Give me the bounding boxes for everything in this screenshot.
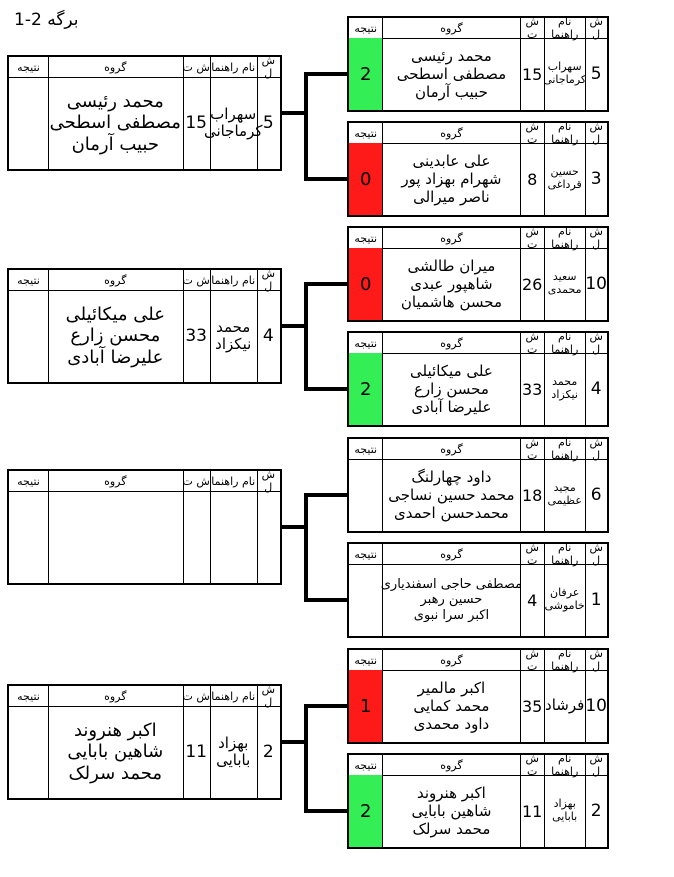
column-divider bbox=[382, 439, 383, 531]
bracket-line bbox=[306, 598, 347, 602]
body-row bbox=[349, 353, 607, 425]
header-points: ش ت bbox=[525, 225, 539, 251]
header-points: ش ت bbox=[182, 689, 210, 703]
winner-box bbox=[7, 684, 282, 800]
points-cell: 35 bbox=[521, 696, 543, 716]
group-members bbox=[382, 459, 520, 531]
column-divider bbox=[520, 544, 521, 636]
match-box bbox=[347, 331, 609, 427]
group-member: حبیب آرمان bbox=[71, 133, 159, 155]
header-result: نتیجه bbox=[17, 273, 40, 287]
sheet-title: برگه 2-1 bbox=[14, 10, 79, 30]
match-box bbox=[347, 16, 609, 112]
body-row bbox=[9, 491, 280, 583]
guide-cell: بهزاد بابایی bbox=[216, 733, 251, 769]
group-members bbox=[382, 353, 520, 425]
column-divider bbox=[585, 755, 586, 847]
group-member: داود چهارلنگ bbox=[411, 468, 492, 486]
rank-cell: 2 bbox=[262, 742, 274, 762]
result-cell: 2 bbox=[349, 38, 382, 110]
column-divider bbox=[520, 333, 521, 425]
column-divider bbox=[382, 123, 383, 215]
group-member: محسن هاشمیان bbox=[400, 293, 502, 311]
column-divider bbox=[382, 228, 383, 320]
guide-cell: محمد نیکزاد bbox=[551, 375, 578, 401]
header-row bbox=[349, 225, 607, 251]
column-divider bbox=[585, 228, 586, 320]
header-points: ش ت bbox=[525, 330, 539, 356]
result-cell bbox=[9, 491, 48, 583]
result-cell bbox=[9, 77, 48, 169]
header-rank: ش ل bbox=[589, 330, 603, 356]
guide-cell: عرفان خاموشی bbox=[544, 586, 585, 612]
points-cell bbox=[183, 491, 210, 583]
match-box bbox=[347, 226, 609, 322]
column-divider bbox=[382, 333, 383, 425]
header-guide: نام راهنما bbox=[551, 15, 579, 41]
group-member: شاهین بابایی bbox=[411, 802, 492, 820]
group-member: علی میکائیلی bbox=[65, 303, 165, 325]
bracket-line bbox=[306, 177, 347, 181]
result-cell: 0 bbox=[349, 143, 382, 215]
bracket-line bbox=[306, 387, 347, 391]
header-group: گروه bbox=[104, 273, 127, 287]
header-result: نتیجه bbox=[354, 547, 378, 561]
result-cell bbox=[9, 290, 48, 382]
group-members bbox=[382, 38, 520, 110]
header-rank: ش ل bbox=[589, 15, 603, 41]
bracket-line bbox=[282, 111, 306, 115]
group-member: حبیب آرمان bbox=[414, 83, 488, 101]
body-row bbox=[349, 38, 607, 110]
column-divider bbox=[183, 686, 184, 798]
body-row bbox=[349, 564, 607, 636]
group-member: مصطفی اسطحی bbox=[49, 112, 181, 134]
column-divider bbox=[544, 650, 545, 742]
column-divider bbox=[210, 270, 211, 382]
group-member: اکبر مالمیر bbox=[417, 679, 486, 697]
column-divider bbox=[544, 228, 545, 320]
rank-cell: 5 bbox=[590, 64, 602, 84]
points-cell: 8 bbox=[527, 169, 538, 189]
header-group: گروه bbox=[440, 231, 463, 245]
header-guide: نام راهنما bbox=[551, 436, 579, 462]
header-rank: ش ل bbox=[261, 683, 276, 709]
header-row bbox=[349, 15, 607, 41]
column-divider bbox=[544, 755, 545, 847]
group-member: شاهپور عبدی bbox=[410, 275, 493, 293]
column-divider bbox=[210, 686, 211, 798]
column-divider bbox=[210, 471, 211, 583]
column-divider bbox=[183, 57, 184, 169]
guide-cell: سهراب کرماجانی bbox=[543, 60, 587, 86]
match-box bbox=[347, 121, 609, 217]
group-member: محمد رئیسی bbox=[410, 47, 492, 65]
group-member: علیرضا آبادی bbox=[67, 346, 164, 368]
header-guide: نام راهنما bbox=[211, 60, 256, 74]
body-row bbox=[9, 290, 280, 382]
column-divider bbox=[520, 123, 521, 215]
result-cell bbox=[9, 706, 48, 798]
column-divider bbox=[585, 18, 586, 110]
header-row bbox=[9, 468, 280, 494]
header-result: نتیجه bbox=[17, 474, 40, 488]
header-points: ش ت bbox=[525, 436, 539, 462]
group-members bbox=[382, 143, 520, 215]
header-rank: ش ل bbox=[589, 436, 603, 462]
column-divider bbox=[585, 439, 586, 531]
column-divider bbox=[520, 439, 521, 531]
header-group: گروه bbox=[440, 126, 463, 140]
header-group: گروه bbox=[440, 547, 463, 561]
rank-cell: 4 bbox=[262, 326, 274, 346]
header-guide: نام راهنما bbox=[551, 752, 579, 778]
header-group: گروه bbox=[440, 21, 463, 35]
header-guide: نام راهنما bbox=[551, 541, 579, 567]
guide-cell: سعید محمدی bbox=[547, 270, 582, 296]
guide-cell: محمد نیکزاد bbox=[215, 317, 252, 353]
column-divider bbox=[183, 471, 184, 583]
match-box bbox=[347, 753, 609, 849]
header-row bbox=[349, 330, 607, 356]
group-members bbox=[382, 248, 520, 320]
result-cell: 2 bbox=[349, 775, 382, 847]
header-row bbox=[349, 647, 607, 673]
points-cell: 26 bbox=[521, 274, 543, 294]
column-divider bbox=[585, 123, 586, 215]
column-divider bbox=[210, 57, 211, 169]
header-group: گروه bbox=[440, 653, 463, 667]
bracket-line bbox=[306, 282, 347, 286]
points-cell: 11 bbox=[185, 742, 207, 762]
header-row bbox=[349, 752, 607, 778]
column-divider bbox=[48, 686, 49, 798]
match-box bbox=[347, 437, 609, 533]
header-guide: نام راهنما bbox=[551, 120, 579, 146]
column-divider bbox=[48, 270, 49, 382]
column-divider bbox=[544, 18, 545, 110]
rank-cell: 10 bbox=[585, 696, 607, 716]
header-row bbox=[9, 54, 280, 80]
header-points: ش ت bbox=[182, 273, 210, 287]
header-result: نتیجه bbox=[354, 21, 378, 35]
rank-cell bbox=[257, 491, 280, 583]
group-members bbox=[382, 670, 520, 742]
group-member: علی عابدینی bbox=[412, 152, 491, 170]
group-member: اکبر هنروند bbox=[73, 719, 157, 741]
group-member: محسن زارع bbox=[70, 325, 161, 347]
header-points: ش ت bbox=[525, 120, 539, 146]
header-result: نتیجه bbox=[17, 60, 40, 74]
group-member: محمد کمایی bbox=[413, 697, 490, 715]
header-group: گروه bbox=[104, 689, 127, 703]
header-points: ش ت bbox=[182, 474, 210, 488]
header-result: نتیجه bbox=[354, 231, 378, 245]
header-guide: نام راهنما bbox=[211, 273, 256, 287]
header-row bbox=[9, 683, 280, 709]
header-row bbox=[349, 436, 607, 462]
column-divider bbox=[520, 650, 521, 742]
body-row bbox=[9, 77, 280, 169]
winner-box bbox=[7, 268, 282, 384]
bracket-line bbox=[304, 282, 308, 391]
points-cell: 4 bbox=[527, 590, 538, 610]
points-cell: 11 bbox=[521, 801, 543, 821]
result-cell bbox=[349, 459, 382, 531]
bracket-line bbox=[306, 809, 347, 813]
guide-cell: حسین قرداغی bbox=[547, 165, 582, 191]
rank-cell: 10 bbox=[585, 274, 607, 294]
column-divider bbox=[257, 686, 258, 798]
result-cell: 2 bbox=[349, 353, 382, 425]
column-divider bbox=[48, 57, 49, 169]
points-cell: 15 bbox=[521, 64, 543, 84]
group-members bbox=[48, 290, 183, 382]
group-member: علیرضا آبادی bbox=[411, 398, 492, 416]
guide-cell: فرشاد bbox=[545, 696, 585, 715]
column-divider bbox=[585, 333, 586, 425]
body-row bbox=[349, 775, 607, 847]
group-member: محمد رئیسی bbox=[66, 90, 164, 112]
bracket-line bbox=[282, 740, 306, 744]
match-box bbox=[347, 542, 609, 638]
bracket-line bbox=[304, 72, 308, 181]
column-divider bbox=[544, 439, 545, 531]
header-rank: ش ل bbox=[589, 541, 603, 567]
body-row bbox=[349, 670, 607, 742]
column-divider bbox=[544, 333, 545, 425]
column-divider bbox=[382, 650, 383, 742]
header-rank: ش ل bbox=[589, 120, 603, 146]
group-member: محمدحسن احمدی bbox=[394, 504, 509, 522]
column-divider bbox=[382, 755, 383, 847]
header-group: گروه bbox=[104, 474, 127, 488]
column-divider bbox=[520, 228, 521, 320]
column-divider bbox=[48, 471, 49, 583]
group-member: میران طالشی bbox=[407, 257, 496, 275]
group-member: اکبر سرا نبوی bbox=[413, 607, 490, 623]
group-member: شاهین بابایی bbox=[67, 741, 164, 763]
header-rank: ش ل bbox=[261, 468, 276, 494]
header-result: نتیجه bbox=[354, 442, 378, 456]
group-member: محمد سرلک bbox=[68, 762, 162, 784]
column-divider bbox=[544, 123, 545, 215]
body-row bbox=[349, 248, 607, 320]
points-cell: 33 bbox=[521, 379, 543, 399]
rank-cell: 2 bbox=[590, 801, 602, 821]
column-divider bbox=[520, 18, 521, 110]
rank-cell: 3 bbox=[590, 169, 602, 189]
group-members bbox=[382, 775, 520, 847]
group-members bbox=[380, 564, 523, 636]
rank-cell: 1 bbox=[590, 590, 602, 610]
column-divider bbox=[257, 57, 258, 169]
column-divider bbox=[382, 544, 383, 636]
header-guide: نام راهنما bbox=[211, 689, 256, 703]
header-group: گروه bbox=[440, 758, 463, 772]
group-member: داود محمدی bbox=[413, 715, 490, 733]
group-member: محمد سرلک bbox=[412, 820, 491, 838]
group-members bbox=[48, 706, 183, 798]
header-result: نتیجه bbox=[354, 758, 378, 772]
group-member: شهرام بهزاد پور bbox=[401, 170, 502, 188]
column-divider bbox=[585, 544, 586, 636]
header-rank: ش ل bbox=[589, 225, 603, 251]
header-rank: ش ل bbox=[261, 54, 276, 80]
body-row bbox=[349, 143, 607, 215]
guide-cell: سهراب کرماجانی bbox=[203, 104, 263, 140]
header-points: ش ت bbox=[525, 752, 539, 778]
result-cell: 1 bbox=[349, 670, 382, 742]
points-cell: 33 bbox=[185, 326, 207, 346]
header-row bbox=[349, 120, 607, 146]
rank-cell: 4 bbox=[590, 379, 602, 399]
body-row bbox=[9, 706, 280, 798]
winner-box bbox=[7, 469, 282, 585]
bracket-line bbox=[306, 493, 347, 497]
header-group: گروه bbox=[104, 60, 127, 74]
column-divider bbox=[257, 471, 258, 583]
column-divider bbox=[520, 755, 521, 847]
header-points: ش ت bbox=[525, 541, 539, 567]
group-member: علی میکائیلی bbox=[410, 362, 493, 380]
bracket-line bbox=[304, 704, 308, 813]
guide-cell: بهزاد بابایی bbox=[552, 797, 578, 823]
group-members bbox=[48, 77, 183, 169]
column-divider bbox=[544, 544, 545, 636]
header-guide: نام راهنما bbox=[211, 474, 256, 488]
result-cell: 0 bbox=[349, 248, 382, 320]
group-member: مصطفی حاجی اسفندیاری bbox=[380, 576, 523, 592]
header-result: نتیجه bbox=[354, 336, 378, 350]
header-points: ش ت bbox=[525, 647, 539, 673]
match-box bbox=[347, 648, 609, 744]
body-row bbox=[349, 459, 607, 531]
header-rank: ش ل bbox=[589, 752, 603, 778]
group-members bbox=[48, 491, 183, 583]
group-member: محمد حسین نساجی bbox=[388, 486, 515, 504]
header-row bbox=[349, 541, 607, 567]
header-guide: نام راهنما bbox=[551, 330, 579, 356]
points-cell: 15 bbox=[185, 113, 207, 133]
group-member: مصطفی اسطحی bbox=[396, 65, 507, 83]
group-member: اکبر هنروند bbox=[416, 784, 486, 802]
group-member: ناصر میرالی bbox=[413, 188, 490, 206]
header-row bbox=[9, 267, 280, 293]
header-group: گروه bbox=[440, 442, 463, 456]
guide-cell bbox=[210, 491, 257, 583]
group-member: حسین رهبر bbox=[420, 592, 483, 608]
column-divider bbox=[257, 270, 258, 382]
bracket-line bbox=[304, 493, 308, 602]
header-rank: ش ل bbox=[589, 647, 603, 673]
points-cell: 18 bbox=[521, 485, 543, 505]
rank-cell: 5 bbox=[262, 113, 274, 133]
column-divider bbox=[382, 18, 383, 110]
column-divider bbox=[585, 650, 586, 742]
guide-cell: مجید عظیمی bbox=[547, 481, 582, 507]
result-cell bbox=[349, 564, 382, 636]
column-divider bbox=[183, 270, 184, 382]
header-guide: نام راهنما bbox=[551, 647, 579, 673]
header-result: نتیجه bbox=[354, 653, 378, 667]
rank-cell: 6 bbox=[590, 485, 602, 505]
bracket-line bbox=[306, 72, 347, 76]
header-points: ش ت bbox=[525, 15, 539, 41]
winner-box bbox=[7, 55, 282, 171]
group-member: محسن زارع bbox=[413, 380, 489, 398]
header-group: گروه bbox=[440, 336, 463, 350]
header-rank: ش ل bbox=[261, 267, 276, 293]
bracket-line bbox=[282, 525, 306, 529]
header-result: نتیجه bbox=[17, 689, 40, 703]
bracket-line bbox=[282, 324, 306, 328]
header-guide: نام راهنما bbox=[551, 225, 579, 251]
header-points: ش ت bbox=[182, 60, 210, 74]
bracket-line bbox=[306, 704, 347, 708]
header-result: نتیجه bbox=[354, 126, 378, 140]
